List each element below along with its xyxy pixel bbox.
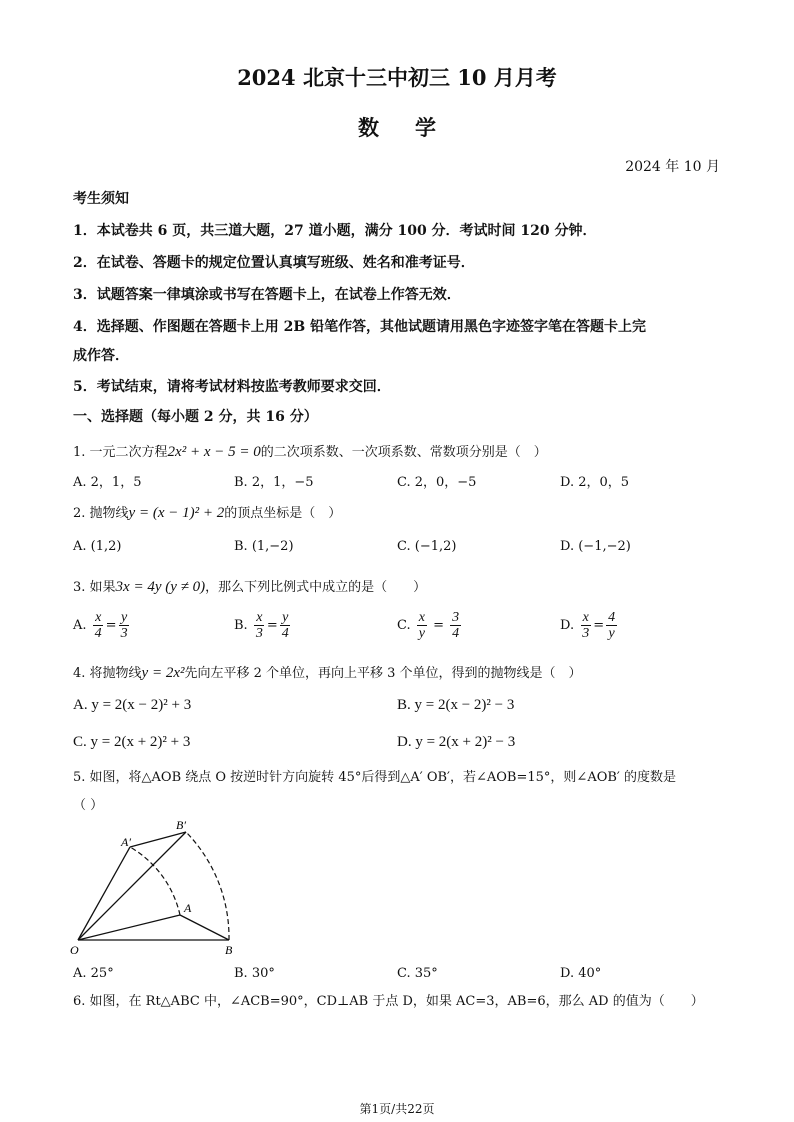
q5-option-c[interactable]: C. 35° bbox=[397, 966, 438, 981]
question-4 bbox=[73, 662, 582, 682]
question-2 bbox=[73, 502, 341, 522]
label-A: A bbox=[184, 901, 192, 915]
q4-prefix: 4. 将抛物线 bbox=[73, 666, 142, 681]
q2-equation: y = (x − 1)² + 2 bbox=[128, 505, 225, 521]
q1-option-a[interactable]: A. 2，1，5 bbox=[73, 475, 142, 490]
q4-equation: y = 2x² bbox=[141, 665, 185, 681]
q5-rotation-figure bbox=[66, 812, 246, 962]
question-6: 6. 如图，在 Rt△ABC 中，∠ACB=90°，CD⊥AB 于点 D，如果 AC=3，AB=6，那么 AD 的值为（ ） bbox=[73, 994, 704, 1009]
q1-option-c[interactable]: C. 2，0，−5 bbox=[397, 475, 477, 490]
q3-c-left-fraction: $\frac{x}{y}$ bbox=[418, 610, 425, 641]
q3-c-label: C. bbox=[397, 618, 411, 633]
q3-b-label: B. bbox=[234, 618, 248, 633]
q2-option-b[interactable]: B. (1,−2) bbox=[234, 539, 294, 554]
notice-heading: 考生须知 bbox=[73, 191, 129, 207]
q3-option-b[interactable]: B. $\frac{x}{3}$ = $\frac{y}{4}$ bbox=[234, 610, 289, 641]
q3-option-d[interactable]: D. $\frac{x}{3}$ = $\frac{4}{y}$ bbox=[560, 610, 616, 641]
q1-suffix: 的二次项系数、一次项系数、常数项分别是（ ） bbox=[260, 445, 547, 460]
notice-item-1: 1．本试卷共 6 页，共三道大题，27 道小题，满分 100 分．考试时间 120 分钟． bbox=[73, 223, 597, 239]
notice-item-4-cont: 成作答． bbox=[73, 348, 129, 364]
q3-prefix: 3. 如果 bbox=[73, 580, 116, 595]
q4-option-d[interactable]: D. y = 2(x + 2)² − 3 bbox=[397, 734, 516, 750]
q4-option-a[interactable]: A. y = 2(x − 2)² + 3 bbox=[73, 697, 192, 713]
q2-suffix: 的顶点坐标是（ ） bbox=[224, 506, 342, 521]
q2-prefix: 2. 抛物线 bbox=[73, 506, 129, 521]
segment-OA bbox=[78, 915, 180, 940]
question-1 bbox=[73, 441, 547, 461]
q1-prefix: 1. 一元二次方程 bbox=[73, 445, 168, 460]
label-B-prime: B′ bbox=[176, 818, 186, 832]
q3-d-left-fraction: $\frac{x}{3}$ bbox=[582, 610, 590, 641]
question-3 bbox=[73, 576, 426, 596]
exam-date: 2024 年 10 月 bbox=[625, 159, 720, 175]
notice-item-4: 4．选择题、作图题在答题卡上用 2B 铅笔作答，其他试题请用黑色字迹签字笔在答题卡上完 bbox=[73, 319, 647, 335]
q3-b-left-fraction: $\frac{x}{3}$ bbox=[255, 610, 263, 641]
q3-b-right-fraction: $\frac{y}{4}$ bbox=[281, 610, 289, 641]
segment-OA-prime bbox=[78, 847, 130, 940]
q3-suffix: ，那么下列比例式中成立的是（ ） bbox=[205, 580, 427, 595]
arc-B-to-B-prime bbox=[186, 832, 229, 940]
notice-item-3: 3．试题答案一律填涂或书写在答题卡上，在试卷上作答无效． bbox=[73, 287, 461, 303]
q3-a-left-fraction: $\frac{x}{4}$ bbox=[94, 610, 102, 641]
notice-item-5: 5．考试结束，请将考试材料按监考教师要求交回． bbox=[73, 379, 391, 395]
q3-option-c[interactable]: C. $\frac{x}{y}$ = $\frac{3}{4}$ bbox=[397, 610, 460, 641]
q5-option-a[interactable]: A. 25° bbox=[73, 966, 114, 981]
q3-d-label: D. bbox=[560, 618, 575, 633]
subject-title: 数学 bbox=[358, 115, 472, 140]
q2-option-c[interactable]: C. (−1,2) bbox=[397, 539, 457, 554]
question-5-cont: （ ） bbox=[73, 798, 104, 813]
q3-d-right-fraction: $\frac{4}{y}$ bbox=[608, 610, 616, 641]
segment-AB bbox=[180, 915, 229, 940]
page-number: 第1页/共22页 bbox=[359, 1102, 435, 1116]
q1-equation: 2x² + x − 5 = 0 bbox=[167, 444, 261, 460]
question-5: 5. 如图，将△AOB 绕点 O 按逆时针方向旋转 45°后得到△A′ OB′，若∠AOB=15°，则∠AOB′ 的度数是 bbox=[73, 770, 676, 785]
label-A-prime: A′ bbox=[121, 835, 131, 849]
q2-option-a[interactable]: A. (1,2) bbox=[73, 539, 122, 554]
q1-option-d[interactable]: D. 2，0，5 bbox=[560, 475, 630, 490]
q3-a-label: A. bbox=[73, 618, 87, 633]
label-O: O bbox=[70, 943, 79, 957]
q1-option-b[interactable]: B. 2，1，−5 bbox=[234, 475, 314, 490]
section-heading: 一、选择题（每小题 2 分，共 16 分） bbox=[73, 409, 318, 425]
label-B: B bbox=[225, 943, 233, 957]
q3-option-a[interactable]: A. $\frac{x}{4}$ = $\frac{y}{3}$ bbox=[73, 610, 128, 641]
q3-a-right-fraction: $\frac{y}{3}$ bbox=[120, 610, 128, 641]
q4-option-b[interactable]: B. y = 2(x − 2)² − 3 bbox=[397, 697, 515, 713]
q5-option-b[interactable]: B. 30° bbox=[234, 966, 275, 981]
exam-title: 2024 北京十三中初三 10 月月考 bbox=[237, 65, 557, 90]
q4-suffix: 先向左平移 2 个单位，再向上平移 3 个单位，得到的抛物线是（ ） bbox=[184, 666, 582, 681]
q2-option-d[interactable]: D. (−1,−2) bbox=[560, 539, 631, 554]
notice-item-2: 2．在试卷、答题卡的规定位置认真填写班级、姓名和准考证号． bbox=[73, 255, 475, 271]
q3-c-right-fraction: $\frac{3}{4}$ bbox=[452, 610, 460, 641]
q3-equation: 3x = 4y (y ≠ 0) bbox=[115, 579, 206, 595]
q4-option-c[interactable]: C. y = 2(x + 2)² + 3 bbox=[73, 734, 191, 750]
q5-option-d[interactable]: D. 40° bbox=[560, 966, 602, 981]
